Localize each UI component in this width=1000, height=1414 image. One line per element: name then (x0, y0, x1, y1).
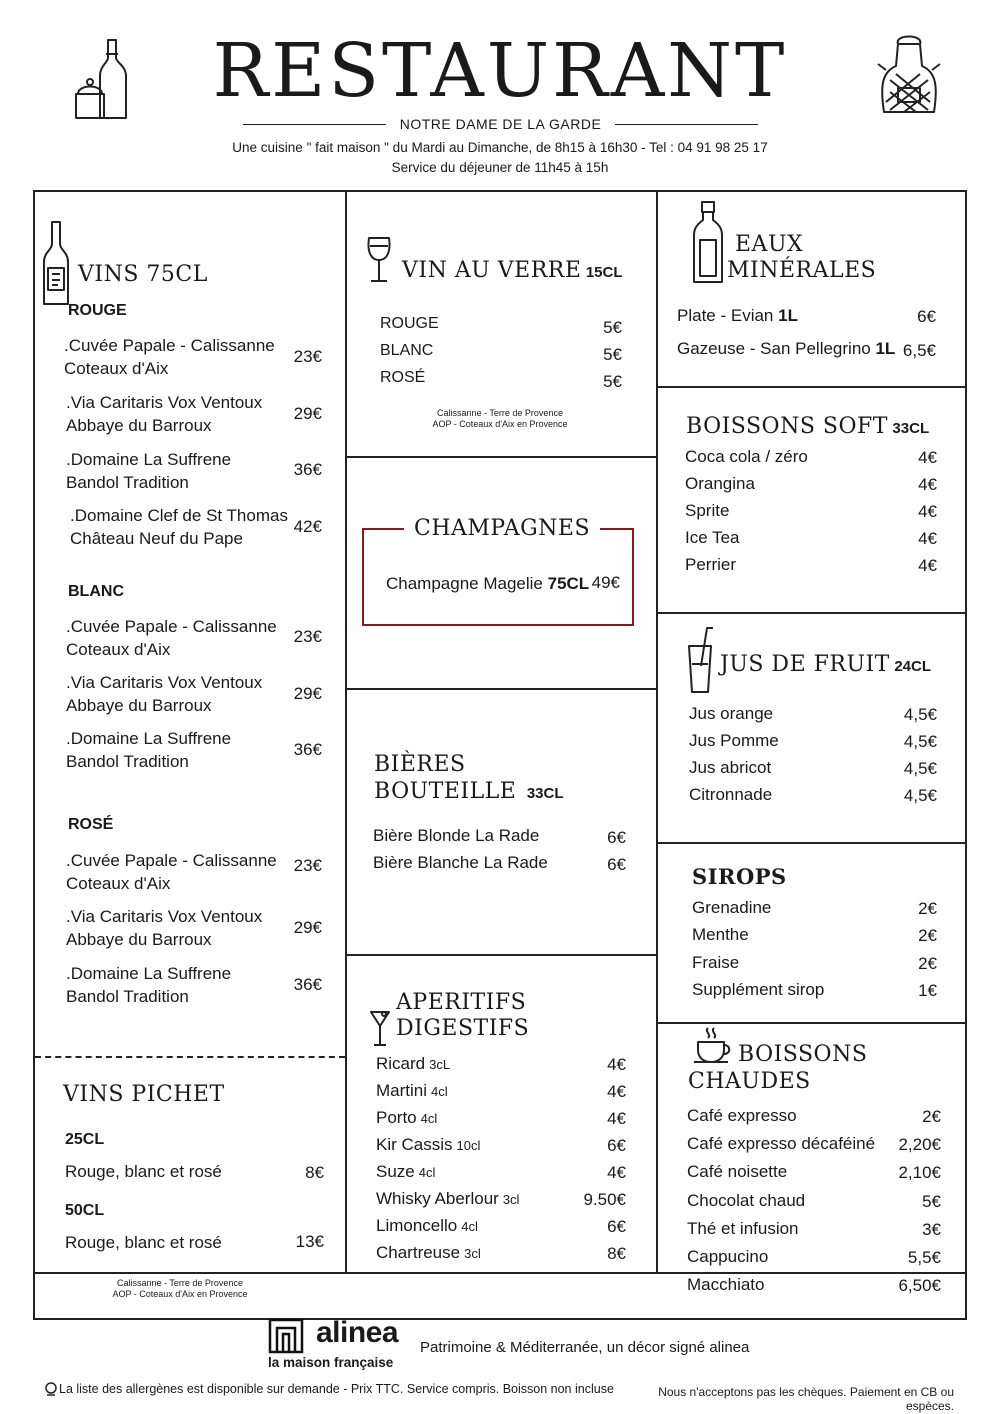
aperitif-item-price: 4€ (607, 1109, 626, 1128)
subtitle-row (243, 116, 758, 132)
soft-item-name: Sprite (685, 501, 730, 520)
payment-note: Nous n'acceptons pas les chèques. Paiement en CB ou espèces. (658, 1385, 954, 1413)
pichet-note (80, 1278, 280, 1301)
soft-row (685, 554, 937, 581)
verre-size: 15CL (585, 264, 623, 281)
pichet-price-50: 13€ (295, 1232, 324, 1251)
jus-item-name: Citronnade (689, 785, 773, 804)
sirop-item-name: Menthe (692, 925, 749, 945)
jus-row (689, 757, 937, 784)
aperitif-item-name: Martini 4cl (376, 1081, 448, 1100)
water-bottle-icon (692, 200, 724, 286)
sirop-item-price: 2€ (918, 926, 937, 946)
champagne-item-name: Champagne Magelie (386, 574, 543, 593)
chaude-item-price: 5,5€ (907, 1247, 941, 1267)
sirop-row (692, 897, 937, 924)
chaudes-title-2: CHAUDES (688, 1069, 811, 1094)
soft-item-price: 4€ (918, 448, 937, 467)
soft-title: BOISSONS SOFT (686, 414, 888, 439)
aperitif-item-qty: 10cl (456, 1138, 481, 1153)
vins-title: VINS 75CL (78, 262, 208, 287)
soft-list (685, 446, 937, 581)
aperitif-row (376, 1242, 626, 1269)
verre-note (400, 408, 600, 431)
col3-divider-1 (656, 386, 965, 388)
rouge-item-1-name: .Cuvée Papale - Calissanne (64, 336, 275, 355)
col3-divider-2 (656, 612, 965, 614)
rouge-item-2-name: .Via Caritaris Vox Ventoux (66, 393, 263, 412)
biere-price-2: 6€ (607, 855, 626, 874)
aperitifs-list (376, 1053, 626, 1269)
aperitif-item-name: Ricard 3cL (376, 1054, 451, 1073)
aperitif-item-qty: 3cl (502, 1192, 520, 1207)
soft-item-name: Ice Tea (685, 528, 740, 547)
aperitifs-title-1: APERITIFS (396, 990, 527, 1015)
apron-icon (872, 30, 944, 120)
verre-item-1: ROUGE (380, 315, 439, 332)
soft-item-price: 4€ (918, 502, 937, 521)
pichet-size-50: 50CL (65, 1202, 105, 1219)
blanc-item-1-name: .Cuvée Papale - Calissanne (66, 617, 277, 636)
aperitif-item-price: 6€ (607, 1217, 626, 1236)
sirop-row (692, 924, 937, 951)
champagne-item-size: 75CL (547, 574, 590, 593)
chaude-row (687, 1190, 941, 1218)
aperitif-item-name: Limoncello 4cl (376, 1216, 478, 1235)
alinea-tagline: Patrimoine & Méditerranée, un décor signé alinea (420, 1339, 750, 1356)
blanc-item-2 (66, 672, 291, 718)
rose-item-3-region: Bandol Tradition (66, 986, 189, 1006)
subtitle-line-right (615, 124, 758, 125)
rose-item-3-name: .Domaine La Suffrene (66, 964, 232, 983)
aperitif-item-qty: 4cl (418, 1165, 436, 1180)
jus-row (689, 784, 937, 811)
alinea-brand-sub: la maison française (268, 1355, 394, 1370)
rose-item-2-name: .Via Caritaris Vox Ventoux (66, 907, 263, 926)
alinea-logo-icon (268, 1318, 308, 1358)
verre-title: VIN AU VERRE (402, 258, 582, 283)
eaux-item-1-name: Plate - Evian (677, 306, 774, 325)
eaux-title-1: EAUX (735, 232, 804, 257)
blanc-item-3-name: .Domaine La Suffrene (66, 729, 232, 748)
aperitif-item-price: 4€ (607, 1082, 626, 1101)
bieres-title-1: BIÈRES (374, 752, 466, 777)
soft-row (685, 446, 937, 473)
subtitle: NOTRE DAME DE LA GARDE (399, 116, 602, 132)
aperitif-item-price: 6€ (607, 1136, 626, 1155)
restaurant-title: RESTAURANT (212, 28, 788, 114)
soft-size: 33CL (892, 420, 930, 437)
pichet-note-line-2: AOP - Coteaux d'Aix en Provence (112, 1289, 248, 1300)
champagne-item (386, 573, 589, 596)
soft-item-name: Coca cola / zéro (685, 447, 808, 466)
verre-item-2: BLANC (380, 342, 434, 359)
jus-item-price: 4,5€ (903, 732, 937, 751)
rouge-item-1-region: Coteaux d'Aix (64, 358, 169, 378)
rouge-item-2 (66, 392, 291, 438)
chaude-item-name: Café expresso (687, 1106, 797, 1125)
chaude-item-name: Cappucino (687, 1246, 769, 1266)
column-divider-2 (656, 192, 658, 1272)
soft-row (685, 500, 937, 527)
sirop-row (692, 952, 937, 979)
sirop-item-name: Grenadine (692, 898, 772, 917)
blanc-item-1-region: Coteaux d'Aix (66, 639, 171, 659)
jus-list (689, 703, 937, 811)
chaude-item-price: 2,10€ (898, 1163, 941, 1183)
sirop-row (692, 979, 937, 1006)
rouge-item-3-price: 36€ (293, 460, 322, 479)
pichet-title: VINS PICHET (63, 1082, 225, 1107)
blanc-item-2-region: Abbaye du Barroux (66, 695, 212, 715)
eaux-item-2 (677, 338, 895, 361)
chaude-row (687, 1246, 941, 1274)
biere-item-2: Bière Blanche La Rade (373, 853, 548, 872)
bieres-title-2: BOUTEILLE (374, 779, 517, 804)
rouge-item-1-price: 23€ (293, 347, 322, 366)
pichet-note-line-1: Calissanne - Terre de Provence (117, 1278, 243, 1288)
chaude-row (687, 1133, 941, 1161)
bieres-size: 33CL (526, 785, 564, 802)
allergen-note: La liste des allergènes est disponible sur demande - Prix TTC. Service compris. Boisson non incluse (59, 1382, 614, 1396)
blanc-item-3 (66, 728, 291, 774)
opening-hours: Une cuisine " fait maison " du Mardi au Dimanche, de 8h15 à 16h30 - Tel : 04 91 98 25 17 (232, 140, 768, 155)
jus-row (689, 730, 937, 757)
blanc-item-1-price: 23€ (293, 627, 322, 646)
coffee-cup-icon (694, 1026, 736, 1066)
jus-item-name: Jus orange (689, 704, 774, 723)
aperitif-item-name: Chartreuse 3cl (376, 1243, 481, 1262)
rouge-item-3-name: .Domaine La Suffrene (66, 450, 232, 469)
biere-price-1: 6€ (607, 828, 626, 847)
cocktail-glass-icon (369, 1008, 391, 1048)
rose-label: ROSÉ (68, 816, 114, 833)
rose-item-1-region: Coteaux d'Aix (66, 873, 171, 893)
sirop-item-name: Fraise (692, 952, 740, 972)
aperitif-item-qty: 3cl (464, 1246, 481, 1261)
aperitif-row (376, 1134, 626, 1161)
aperitif-item-qty: 3cL (429, 1057, 451, 1072)
eaux-item-2-name: Gazeuse - San Pellegrino (677, 339, 871, 358)
jus-size: 24CL (894, 658, 931, 675)
pichet-size-25: 25CL (65, 1131, 105, 1148)
col2-divider-1 (345, 456, 656, 458)
rose-item-3-price: 36€ (293, 975, 322, 994)
jus-item-price: 4,5€ (903, 786, 937, 805)
rouge-item-2-price: 29€ (293, 404, 322, 423)
chaudes-title-1: BOISSONS (738, 1042, 868, 1067)
verre-note-line-1: Calissanne - Terre de Provence (437, 408, 563, 418)
rouge-item-3-region: Bandol Tradition (66, 472, 189, 492)
aperitifs-title-2: DIGESTIFS (396, 1016, 530, 1041)
chaude-item-price: 6,50€ (898, 1276, 941, 1296)
aperitif-item-qty: 4cl (431, 1084, 448, 1099)
rose-item-1-price: 23€ (293, 856, 322, 875)
aperitif-row (376, 1107, 626, 1134)
aperitif-row (376, 1080, 626, 1107)
soft-item-name: Orangina (685, 474, 755, 493)
aperitif-item-qty: 4cl (461, 1219, 478, 1234)
chaude-item-name: Thé et infusion (687, 1218, 799, 1238)
sirop-item-price: 2€ (918, 953, 937, 973)
chaude-item-price: 3€ (922, 1219, 941, 1239)
lunch-service: Service du déjeuner de 11h45 à 15h (391, 160, 609, 175)
chaude-row (687, 1274, 941, 1302)
wine-glass-icon (366, 236, 392, 284)
blanc-item-2-name: .Via Caritaris Vox Ventoux (66, 673, 263, 692)
blanc-item-2-price: 29€ (293, 684, 322, 703)
jus-title-row (720, 652, 931, 677)
soft-item-price: 4€ (918, 556, 937, 575)
chaude-row (687, 1218, 941, 1246)
aperitif-item-name: Kir Cassis 10cl (376, 1135, 481, 1154)
col2-divider-3 (345, 954, 656, 956)
verre-item-3: ROSÉ (380, 369, 426, 386)
col3-divider-4 (656, 1022, 965, 1024)
jus-item-price: 4,5€ (903, 705, 937, 724)
soft-item-name: Perrier (685, 555, 737, 574)
pichet-item-25: Rouge, blanc et rosé (65, 1162, 222, 1181)
verre-price-2: 5€ (603, 345, 622, 364)
rose-item-1 (66, 850, 291, 896)
blanc-label: BLANC (68, 583, 124, 600)
sirop-item-price: 2€ (918, 899, 937, 918)
blanc-item-3-price: 36€ (293, 740, 322, 759)
rose-item-2-region: Abbaye du Barroux (66, 929, 212, 949)
eaux-item-2-qty: 1L (875, 339, 896, 358)
aperitif-item-name: Porto 4cl (376, 1108, 438, 1127)
sirop-item-price: 1€ (918, 980, 937, 1000)
chaude-row (687, 1161, 941, 1189)
champagne-title: CHAMPAGNES (404, 516, 600, 541)
chaudes-list (687, 1105, 941, 1302)
allergen-icon (43, 1382, 59, 1398)
chaude-row (687, 1105, 941, 1133)
eaux-price-2: 6,5€ (902, 341, 936, 360)
aperitif-row (376, 1188, 626, 1215)
aperitif-row (376, 1215, 626, 1242)
aperitif-item-name: Whisky Aberlour 3cl (376, 1189, 520, 1208)
bieres-title-row (374, 779, 564, 804)
blanc-item-3-region: Bandol Tradition (66, 751, 189, 771)
blanc-item-1 (66, 616, 291, 662)
aperitif-item-name: Suze 4cl (376, 1162, 436, 1181)
juice-glass-icon (686, 626, 716, 694)
verre-price-1: 5€ (603, 318, 622, 337)
jus-title: JUS DE FRUIT (720, 652, 890, 677)
eaux-item-1 (677, 305, 798, 328)
jus-item-name: Jus abricot (689, 758, 772, 777)
sirops-title: SIROPS (692, 864, 787, 889)
wine-bottle-icon (42, 220, 70, 306)
verre-title-row (402, 258, 623, 283)
chaude-item-name: Chocolat chaud (687, 1190, 806, 1210)
rose-item-1-name: .Cuvée Papale - Calissanne (66, 851, 277, 870)
soft-row (685, 527, 937, 554)
aperitif-item-price: 8€ (607, 1244, 626, 1263)
soft-item-price: 4€ (918, 529, 937, 548)
aperitif-row (376, 1053, 626, 1080)
jus-row (689, 703, 937, 730)
chaude-item-price: 5€ (922, 1191, 941, 1211)
rouge-label: ROUGE (68, 302, 127, 319)
col2-divider-2 (345, 688, 656, 690)
rouge-item-1 (64, 335, 289, 381)
sirops-list (692, 897, 937, 1006)
pichet-item-50: Rouge, blanc et rosé (65, 1233, 222, 1252)
rouge-item-4-price: 42€ (293, 517, 322, 536)
verre-note-line-2: AOP - Coteaux d'Aix en Provence (432, 419, 568, 430)
chaude-item-name: Café noisette (687, 1162, 788, 1182)
biere-item-1: Bière Blonde La Rade (373, 826, 540, 845)
chaude-item-name: Café expresso décaféiné (687, 1134, 876, 1154)
aperitif-item-price: 9.50€ (583, 1190, 626, 1209)
eaux-title-2: MINÉRALES (727, 258, 877, 283)
rose-item-2 (66, 906, 291, 952)
rouge-item-4-region: Château Neuf du Pape (70, 528, 243, 548)
verre-price-3: 5€ (603, 372, 622, 391)
jus-item-name: Jus Pomme (689, 731, 779, 750)
soft-item-price: 4€ (918, 475, 937, 494)
rose-item-3 (66, 963, 291, 1009)
aperitif-item-price: 4€ (607, 1055, 626, 1074)
eaux-item-1-qty: 1L (778, 306, 798, 325)
col3-divider-3 (656, 842, 965, 844)
subtitle-line-left (243, 124, 386, 125)
chaude-item-price: 2€ (922, 1107, 941, 1126)
champagne-price: 49€ (591, 573, 620, 592)
rouge-item-3 (66, 449, 291, 495)
jus-item-price: 4,5€ (903, 759, 937, 778)
soft-title-row (686, 414, 929, 439)
soft-row (685, 473, 937, 500)
rouge-item-2-region: Abbaye du Barroux (66, 415, 212, 435)
column-divider-1 (345, 192, 347, 1272)
chaude-item-price: 2,20€ (898, 1135, 941, 1155)
aperitif-row (376, 1161, 626, 1188)
rouge-item-4 (70, 505, 295, 551)
rouge-item-4-name: .Domaine Clef de St Thomas (70, 506, 288, 525)
alinea-brand: alinea (316, 1316, 399, 1349)
chaude-item-name: Macchiato (687, 1275, 765, 1295)
aperitif-item-qty: 4cl (420, 1111, 438, 1126)
pichet-divider (35, 1056, 345, 1058)
eaux-price-1: 6€ (917, 307, 936, 326)
pichet-price-25: 8€ (305, 1163, 324, 1182)
aperitif-item-price: 4€ (607, 1163, 626, 1182)
sirop-item-name: Supplément sirop (692, 979, 825, 999)
rose-item-2-price: 29€ (293, 918, 322, 937)
